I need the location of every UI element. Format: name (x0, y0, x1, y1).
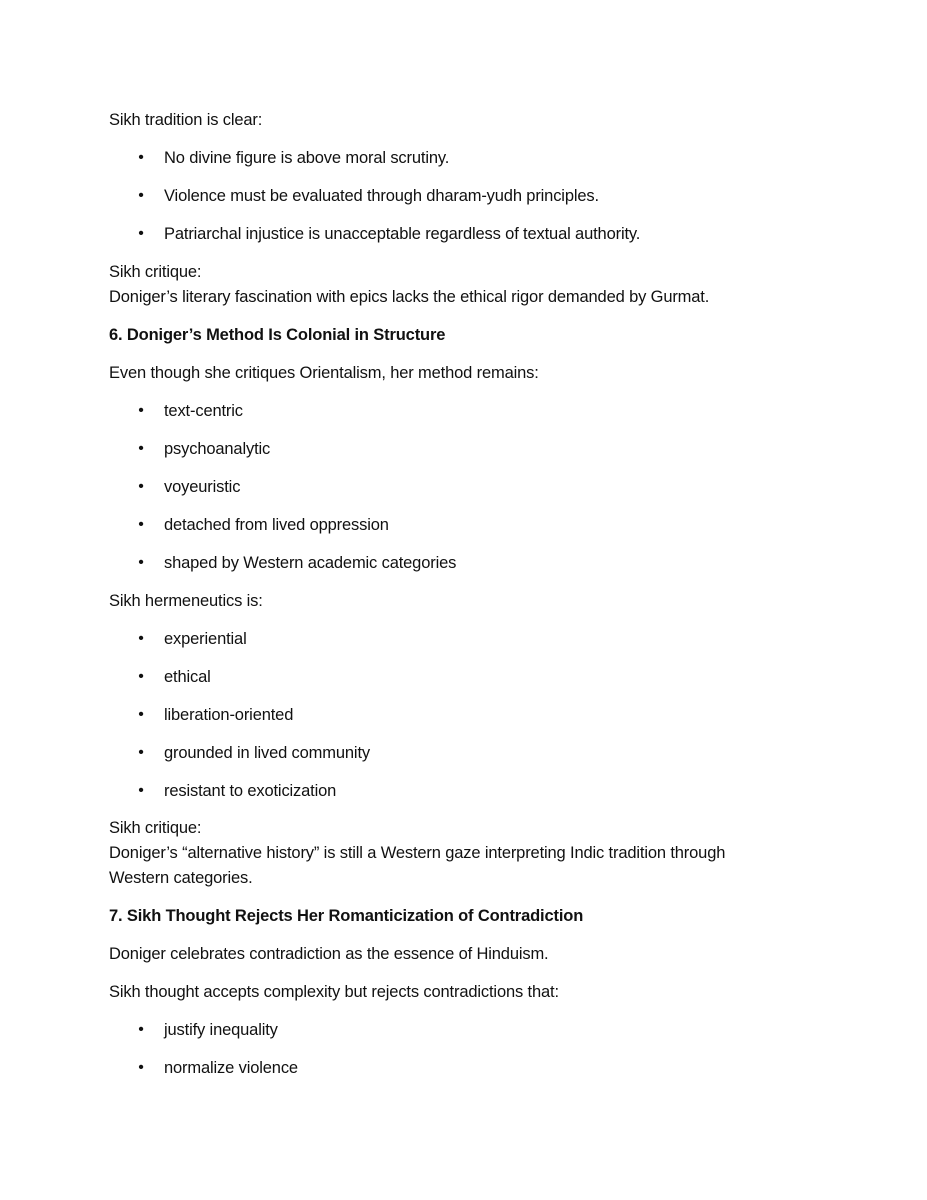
bullet-icon: • (138, 668, 144, 685)
section-7-heading: 7. Sikh Thought Rejects Her Romanticization of Contradiction (109, 907, 584, 925)
list-item-text: grounded in lived community (164, 744, 370, 762)
list-item-text: psychoanalytic (164, 440, 271, 458)
section-7-paragraph-1: Doniger celebrates contradiction as the essence of Hinduism. (109, 945, 549, 963)
section-6-heading: 6. Doniger’s Method Is Colonial in Structure (109, 326, 446, 344)
critique-label: Sikh critique: (109, 263, 202, 281)
list-item-text: resistant to exoticization (164, 782, 337, 800)
bullet-icon: • (138, 440, 144, 457)
bullet-icon: • (138, 706, 144, 723)
list-item-text: detached from lived oppression (164, 516, 389, 534)
list-item-text: shaped by Western academic categories (164, 554, 457, 572)
hermeneutics-lead: Sikh hermeneutics is: (109, 592, 263, 610)
critique-label: Sikh critique: (109, 819, 202, 837)
bullet-icon: • (138, 516, 144, 533)
bullet-icon: • (138, 554, 144, 571)
list-item-text: justify inequality (164, 1021, 278, 1039)
bullet-icon: • (138, 478, 144, 495)
list-item-text: experiential (164, 630, 247, 648)
bullet-icon: • (138, 1021, 144, 1038)
list-item-text: Patriarchal injustice is unacceptable regardless of textual authority. (164, 225, 641, 243)
list-item-text: text-centric (164, 402, 243, 420)
intro-text: Sikh tradition is clear: (109, 111, 263, 129)
bullet-icon: • (138, 630, 144, 647)
bullet-icon: • (138, 187, 144, 204)
critique-text-line-1: Doniger’s “alternative history” is still a Western gaze interpreting Indic tradition through (109, 844, 726, 862)
list-item-text: ethical (164, 668, 211, 686)
critique-text-line-2: Western categories. (109, 869, 253, 887)
bullet-icon: • (138, 1059, 144, 1076)
bullet-icon: • (138, 744, 144, 761)
list-item-text: No divine figure is above moral scrutiny. (164, 149, 450, 167)
critique-text: Doniger’s literary fascination with epics lacks the ethical rigor demanded by Gurmat. (109, 288, 710, 306)
section-6-lead: Even though she critiques Orientalism, her method remains: (109, 364, 539, 382)
list-item-text: liberation-oriented (164, 706, 294, 724)
bullet-icon: • (138, 225, 144, 242)
list-item-text: voyeuristic (164, 478, 241, 496)
bullet-icon: • (138, 402, 144, 419)
list-item-text: Violence must be evaluated through dharam-yudh principles. (164, 187, 599, 205)
bullet-icon: • (138, 782, 144, 799)
bullet-icon: • (138, 149, 144, 166)
list-item-text: normalize violence (164, 1059, 298, 1077)
section-7-paragraph-2: Sikh thought accepts complexity but rejects contradictions that: (109, 983, 559, 1001)
